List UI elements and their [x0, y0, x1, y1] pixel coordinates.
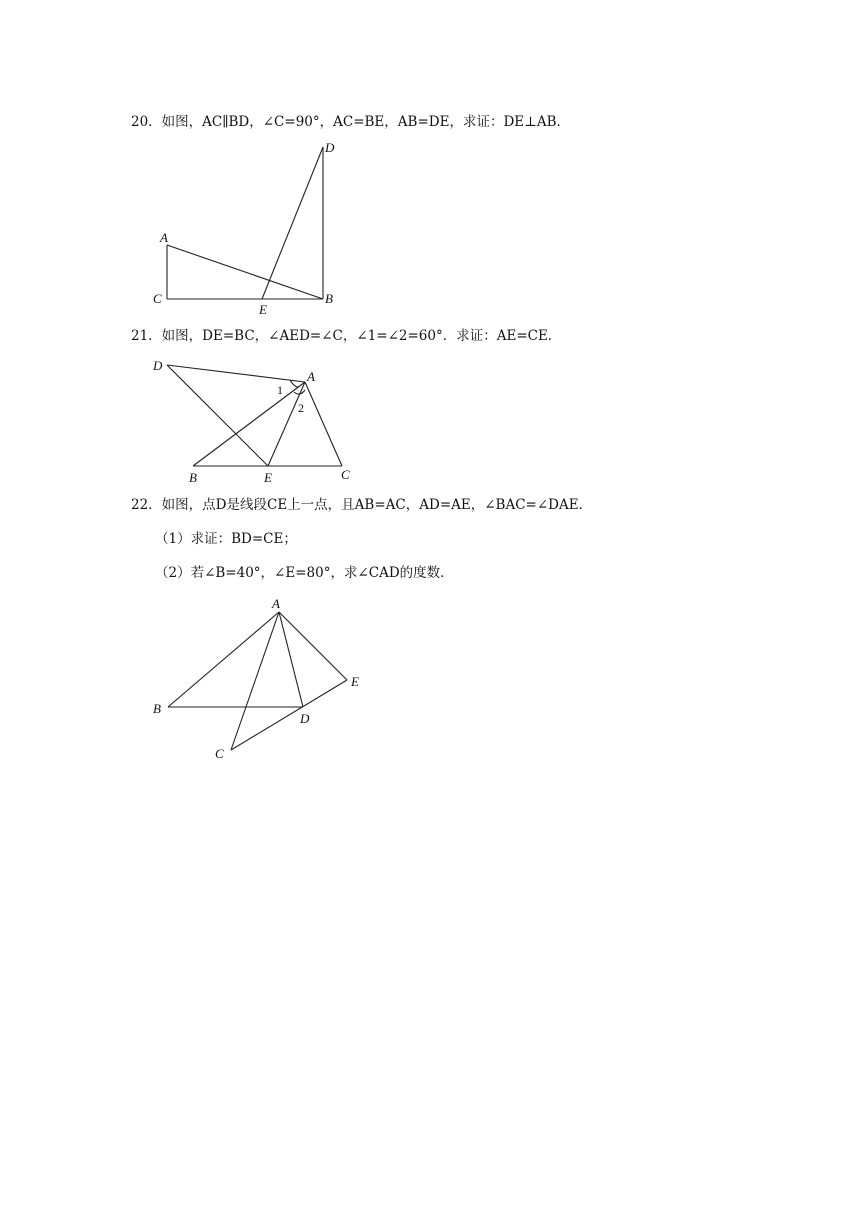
label-C: C	[215, 746, 224, 761]
label-B: B	[325, 291, 333, 306]
problem-20-figure	[140, 135, 360, 320]
problem-21-figure	[145, 352, 365, 487]
label-B: B	[189, 470, 197, 485]
segment-DA	[167, 365, 305, 382]
label-A: A	[160, 230, 168, 245]
label-angle-1: 1	[277, 383, 283, 397]
problem-22-part-2: （2）若∠B=40°，∠E=80°，求∠CAD的度数．	[155, 565, 454, 581]
segment-AB	[193, 382, 305, 466]
segment-AC	[305, 382, 342, 466]
label-angle-2: 2	[298, 401, 304, 415]
segment-AB	[167, 245, 323, 299]
problem-22-part-1: （1）求证：BD=CE；	[155, 531, 297, 547]
segment-ED	[262, 147, 323, 299]
label-D: D	[325, 140, 335, 155]
label-B: B	[153, 701, 161, 716]
label-A: A	[272, 596, 280, 611]
segment-CE	[231, 680, 347, 750]
label-D: D	[300, 711, 310, 726]
label-A: A	[307, 369, 315, 384]
segment-AE	[279, 612, 347, 680]
label-E: E	[264, 470, 272, 485]
problem-20-statement: 20．如图，AC∥BD，∠C=90°，AC=BE，AB=DE，求证：DE⊥AB．	[131, 114, 570, 130]
label-C: C	[153, 291, 162, 306]
label-C: C	[341, 467, 350, 482]
label-E: E	[351, 674, 359, 689]
segment-DE	[167, 365, 268, 466]
segment-AD	[279, 612, 303, 707]
problem-22-statement: 22．如图，点D是线段CE上一点，且AB=AC，AD=AE，∠BAC=∠DAE．	[131, 497, 593, 513]
problem-21-statement: 21．如图，DE=BC，∠AED=∠C，∠1=∠2=60°．求证：AE=CE．	[131, 328, 562, 344]
label-E: E	[259, 302, 267, 317]
segment-AE	[268, 382, 305, 466]
problem-22-figure	[145, 592, 375, 767]
label-D: D	[153, 358, 163, 373]
